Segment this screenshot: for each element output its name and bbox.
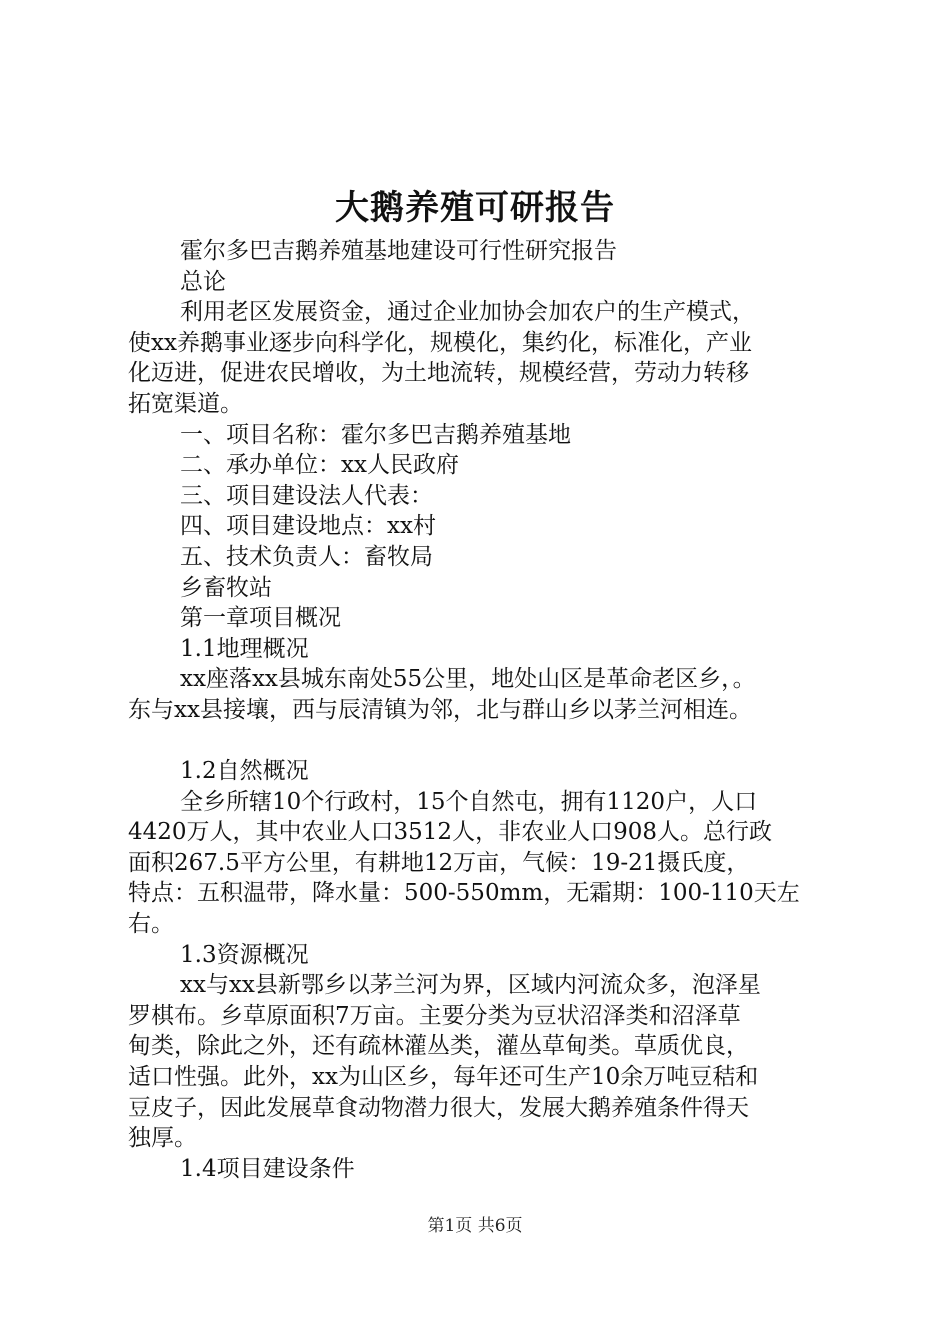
section-1-3-line: 独厚。: [128, 1125, 197, 1152]
section-1-3-line: 甸类，除此之外，还有疏林灌丛类，灌丛草甸类。草质优良，: [128, 1033, 749, 1060]
blank-line: [128, 726, 858, 757]
section-heading-1-2: 1.2自然概况: [180, 758, 309, 785]
project-item-legal-rep: 三、项目建设法人代表：: [180, 482, 433, 509]
document-body: [128, 236, 858, 1184]
overview-paragraph-line: 使xx养鹅事业逐步向科学化，规模化，集约化，标准化，产业: [128, 329, 752, 356]
project-item-organizer: 二、承办单位：xx人民政府: [180, 452, 459, 479]
section-heading-1-4: 1.4项目建设条件: [180, 1155, 355, 1182]
section-1-1-line: 东与xx县接壤，西与辰清镇为邻，北与群山乡以茅兰河相连。: [128, 696, 752, 723]
section-1-3-line: 适口性强。此外，xx为山区乡，每年还可生产10余万吨豆秸和: [128, 1064, 759, 1091]
section-1-3-line: xx与xx县新鄂乡以茅兰河为界，区域内河流众多，泡泽星: [180, 972, 761, 999]
document-title: 大鹅养殖可研报告: [335, 188, 615, 228]
project-item-name: 一、项目名称：霍尔多巴吉鹅养殖基地: [180, 421, 571, 448]
section-1-2-line: 4420万人，其中农业人口3512人，非农业人口908人。总行政: [128, 819, 772, 846]
project-item-tech-lead: 五、技术负责人：畜牧局: [180, 543, 433, 570]
overview-paragraph-line: 拓宽渠道。: [128, 390, 243, 417]
project-item-station: 乡畜牧站: [180, 574, 272, 601]
section-1-2-line: 特点：五积温带，降水量：500-550mm，无霜期：100-110天左: [128, 880, 800, 907]
section-1-2-line: 右。: [128, 911, 174, 938]
overview-paragraph-line: 利用老区发展资金，通过企业加协会加农户的生产模式，: [180, 299, 755, 326]
section-heading-1-3: 1.3资源概况: [180, 941, 309, 968]
section-1-3-line: 豆皮子，因此发展草食动物潜力很大，发展大鹅养殖条件得天: [128, 1094, 749, 1121]
section-heading-1-1: 1.1地理概况: [180, 635, 309, 662]
section-1-3-line: 罗棋布。乡草原面积7万亩。主要分类为豆状沼泽类和沼泽草: [128, 1002, 741, 1029]
section-1-1-line: xx座落xx县城东南处55公里，地处山区是革命老区乡，。: [180, 666, 756, 693]
section-1-2-line: 面积267.5平方公里，有耕地12万亩，气候：19-21摄氏度，: [128, 849, 750, 876]
overview-heading: 总论: [180, 268, 226, 295]
chapter-heading: 第一章项目概况: [180, 605, 341, 632]
page-footer: 第1页 共6页: [427, 1216, 523, 1236]
document-subtitle: 霍尔多巴吉鹅养殖基地建设可行性研究报告: [180, 238, 617, 264]
overview-paragraph-line: 化迈进，促进农民增收，为土地流转，规模经营，劳动力转移: [128, 360, 749, 387]
project-item-location: 四、项目建设地点：xx村: [180, 513, 436, 540]
section-1-2-line: 全乡所辖10个行政村，15个自然屯，拥有1120户，人口: [180, 788, 758, 815]
